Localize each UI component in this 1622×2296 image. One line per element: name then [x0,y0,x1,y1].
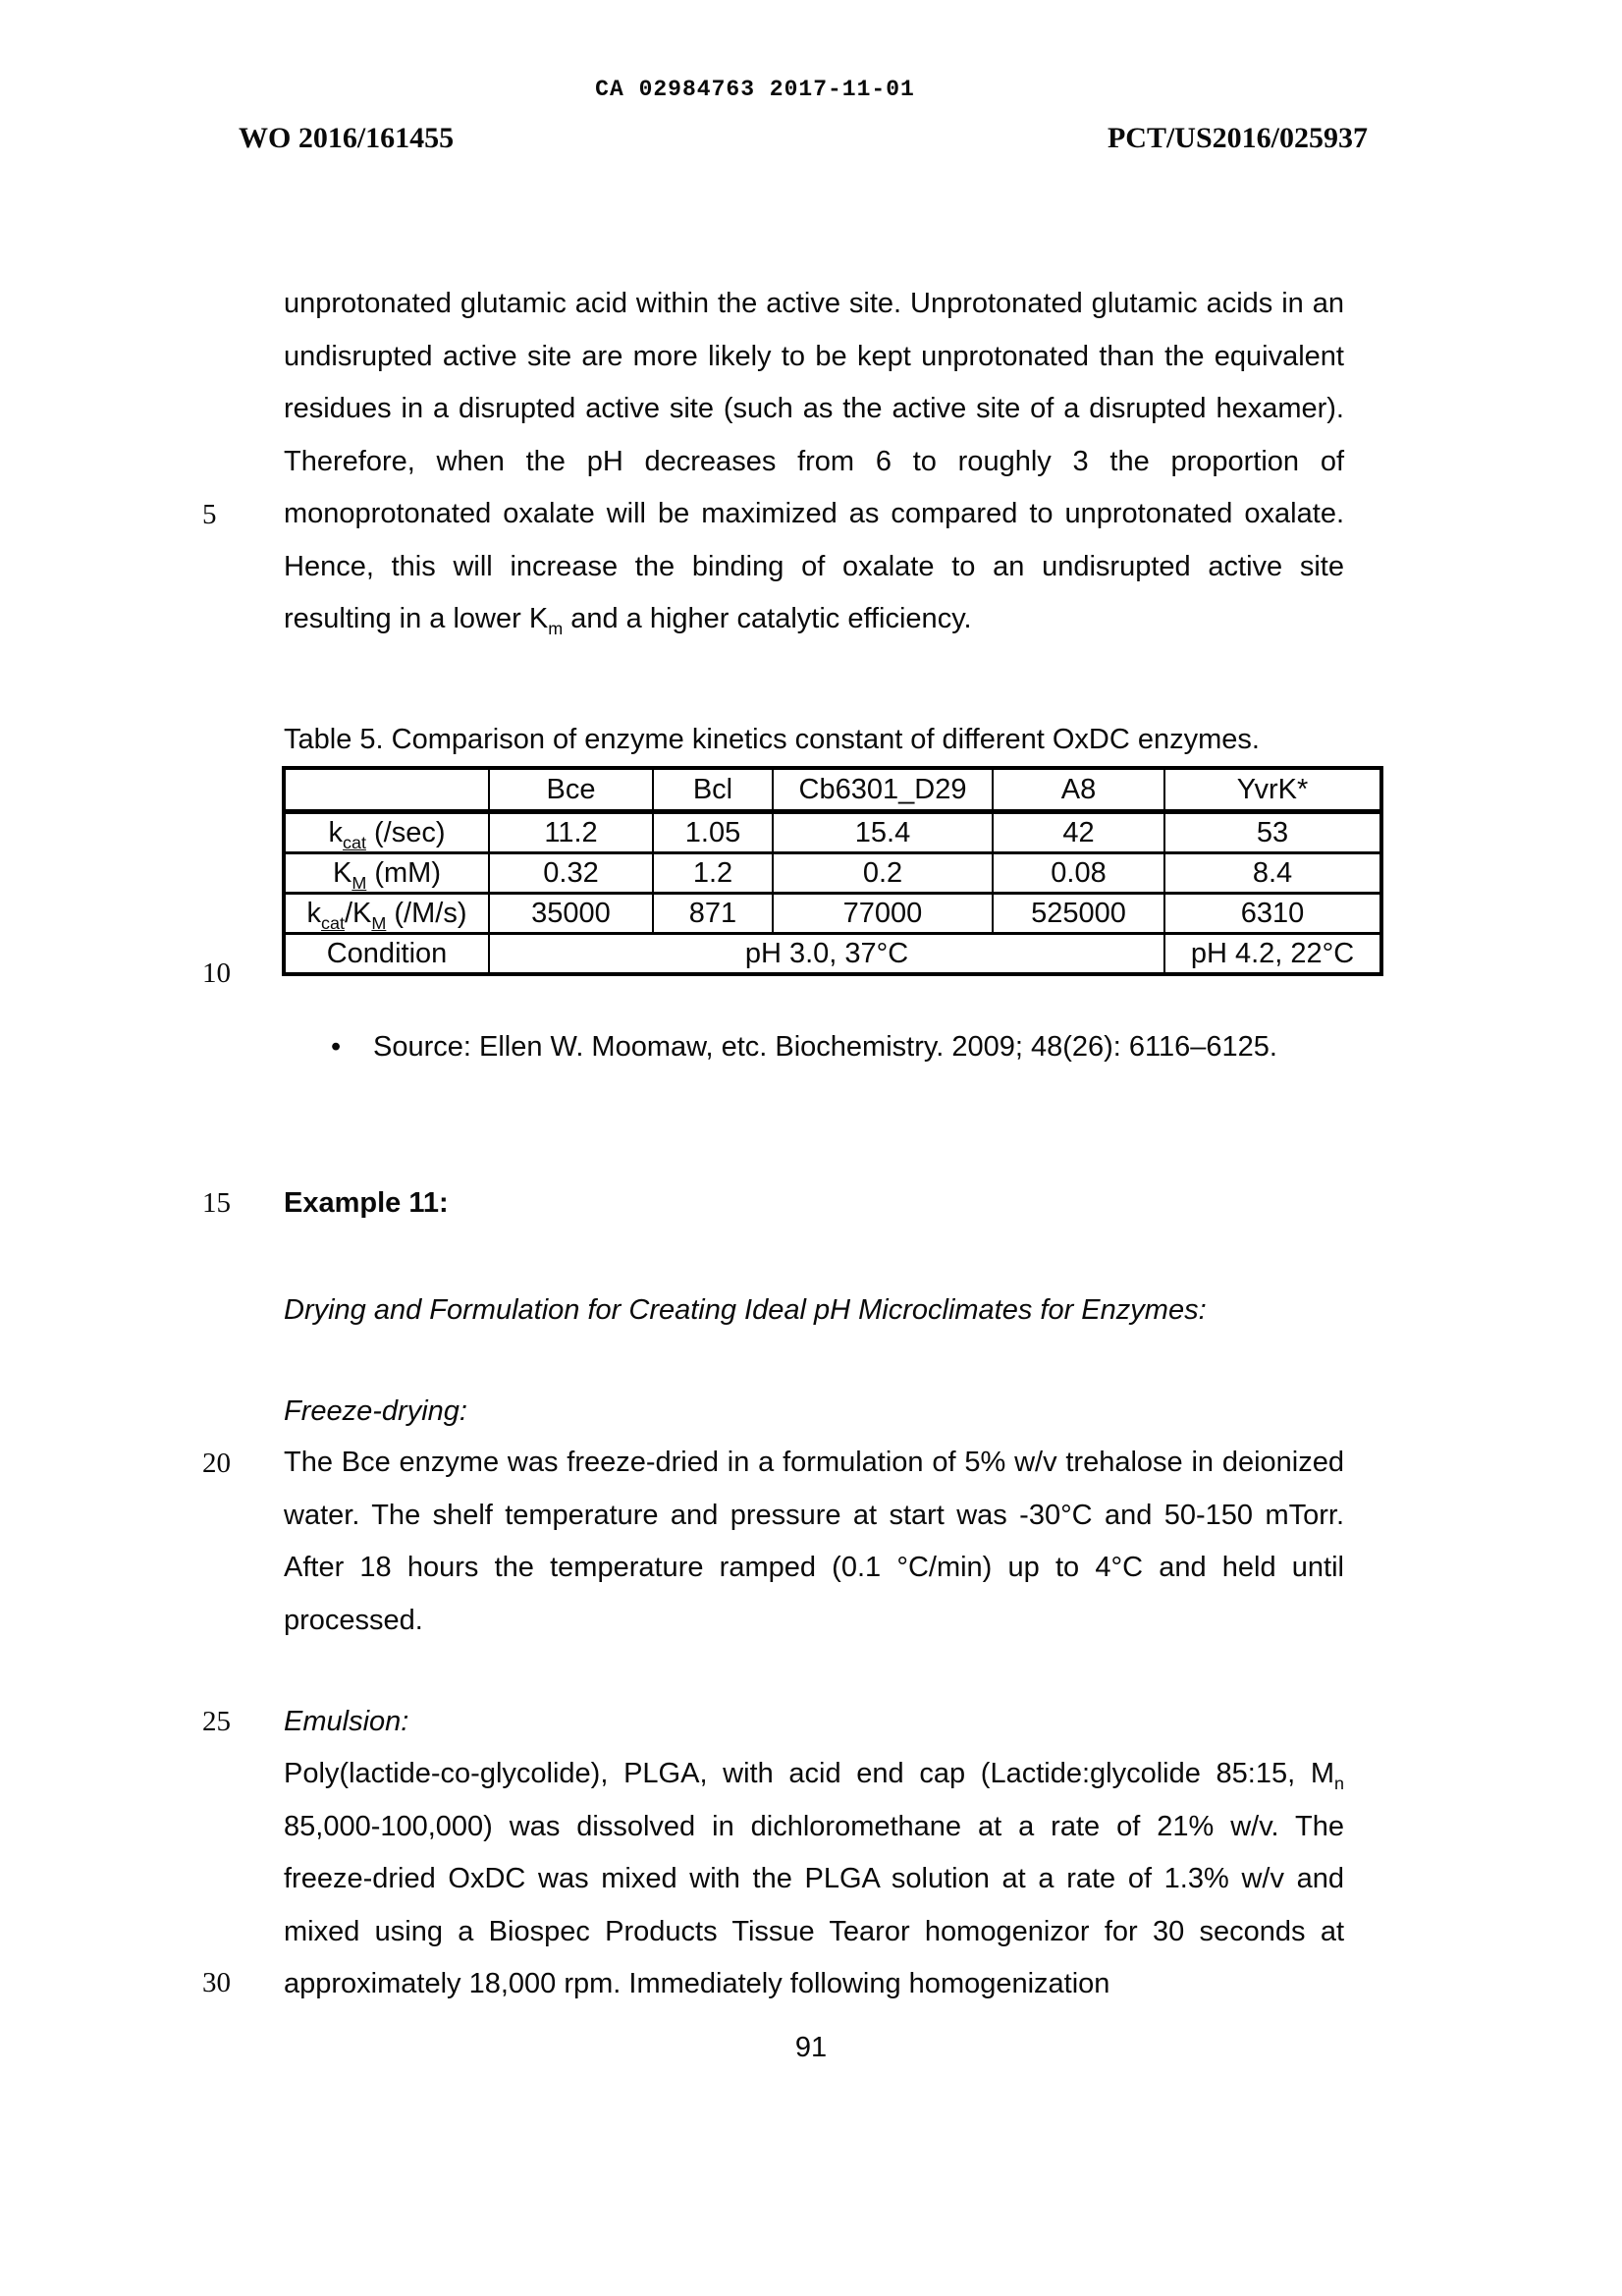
body-paragraph-emulsion [284,1748,1344,2011]
bullet-icon: • [331,1031,342,1063]
table-row-kcat-km [284,894,1381,934]
table-header-row [284,768,1381,812]
row-label: $k_{cat}$ (/sec) [284,812,489,853]
body-paragraph-glutamic [284,278,1344,646]
column-header-blank [284,768,489,812]
body-paragraph-freeze-drying: The Bce enzyme was freeze-dried in a formulation of 5% w/v trehalose in deionized water. The shelf temperature and pressure at start was -30°C and 50-150 mTorr. After 18 hours the temperature ramped (0.1 °C/min) up to 4°C and held until processed. [284,1447,1344,1636]
emulsion-heading: Emulsion: [284,1706,409,1737]
freeze-drying-heading: Freeze-drying: [284,1395,467,1427]
kinetics-table [282,766,1383,976]
publication-number-pct: PCT/US2016/025937 [1107,122,1368,154]
margin-line-number: 15 [202,1187,231,1219]
source-note-text: Source: Ellen W. Moomaw, etc. Biochemistry. 2009; 48(26): 6116–6125. [373,1031,1277,1063]
cell: 1.05 [653,812,773,853]
cell: 35000 [489,894,653,934]
row-label: Condition [284,934,489,975]
cell: 77000 [773,894,993,934]
margin-line-number: 5 [202,499,217,530]
paragraph-text: and a higher catalytic efficiency. [563,603,972,634]
table-row-kcat [284,812,1381,853]
cell: 1.2 [653,853,773,894]
example-heading: Example 11: [284,1187,449,1219]
margin-line-number: 10 [202,957,231,989]
column-header-a8: A8 [993,768,1164,812]
row-label: $k_{cat}/K_M$ (/M/s) [284,894,489,934]
cell: 0.32 [489,853,653,894]
column-header-yvrk: YvrK* [1164,768,1381,812]
margin-line-number: 30 [202,1967,231,1998]
cell: 53 [1164,812,1381,853]
column-header-bce: Bce [489,768,653,812]
table-row-condition [284,934,1381,975]
cell: 8.4 [1164,853,1381,894]
table-caption: Table 5. Comparison of enzyme kinetics constant of different OxDC enzymes. [284,724,1260,755]
cell-condition-yvrk: pH 4.2, 22°C [1164,934,1381,975]
cell: 871 [653,894,773,934]
margin-line-number: 25 [202,1706,231,1737]
column-header-cb6301: Cb6301_D29 [773,768,993,812]
cell-condition-merged: pH 3.0, 37°C [489,934,1164,975]
subscript-n: n [1334,1773,1344,1793]
page-number: 91 [794,2032,828,2063]
cell: 525000 [993,894,1164,934]
cell: 11.2 [489,812,653,853]
paragraph-text: unprotonated glutamic acid within the active site. Unprotonated glutamic acids in an undisrupted active site are more likely to be kept unprotonated than the equivalent residues in a disrupted active site (such as the active site of a disrupted hexamer). Therefore, when the pH decreases from 6 to roughly 3 the proportion of monoprotonated oxalate will be maximized as compared to unprotonated oxalate. Hence, this will increase the binding of oxalate to an undisrupted active site resulting in a lower K [284,288,1344,634]
cell: 0.2 [773,853,993,894]
publication-number-wo: WO 2016/161455 [239,122,455,154]
cell: 6310 [1164,894,1381,934]
source-note [331,1025,1293,1069]
table-row-km [284,853,1381,894]
margin-line-number: 20 [202,1448,231,1479]
cell: 15.4 [773,812,993,853]
row-label: $K_M$ (mM) [284,853,489,894]
column-header-bcl: Bcl [653,768,773,812]
paragraph-text: Poly(lactide-co-glycolide), PLGA, with acid end cap (Lactide:glycolide 85:15, M [284,1758,1334,1789]
cell: 0.08 [993,853,1164,894]
cell: 42 [993,812,1164,853]
subscript-m: m [548,618,564,638]
drying-section-heading: Drying and Formulation for Creating Ideal pH Microclimates for Enzymes: [284,1294,1207,1326]
scan-stamp: CA 02984763 2017-11-01 [595,77,915,102]
paragraph-text: 85,000-100,000) was dissolved in dichloromethane at a rate of 21% w/v. The freeze-dried OxDC was mixed with the PLGA solution at a rate of 1.3% w/v and mixed using a Biospec Products Tissue Tearor homogenizor for 30 seconds at approximately 18,000 rpm. Immediately following homogenization [284,1810,1344,1999]
